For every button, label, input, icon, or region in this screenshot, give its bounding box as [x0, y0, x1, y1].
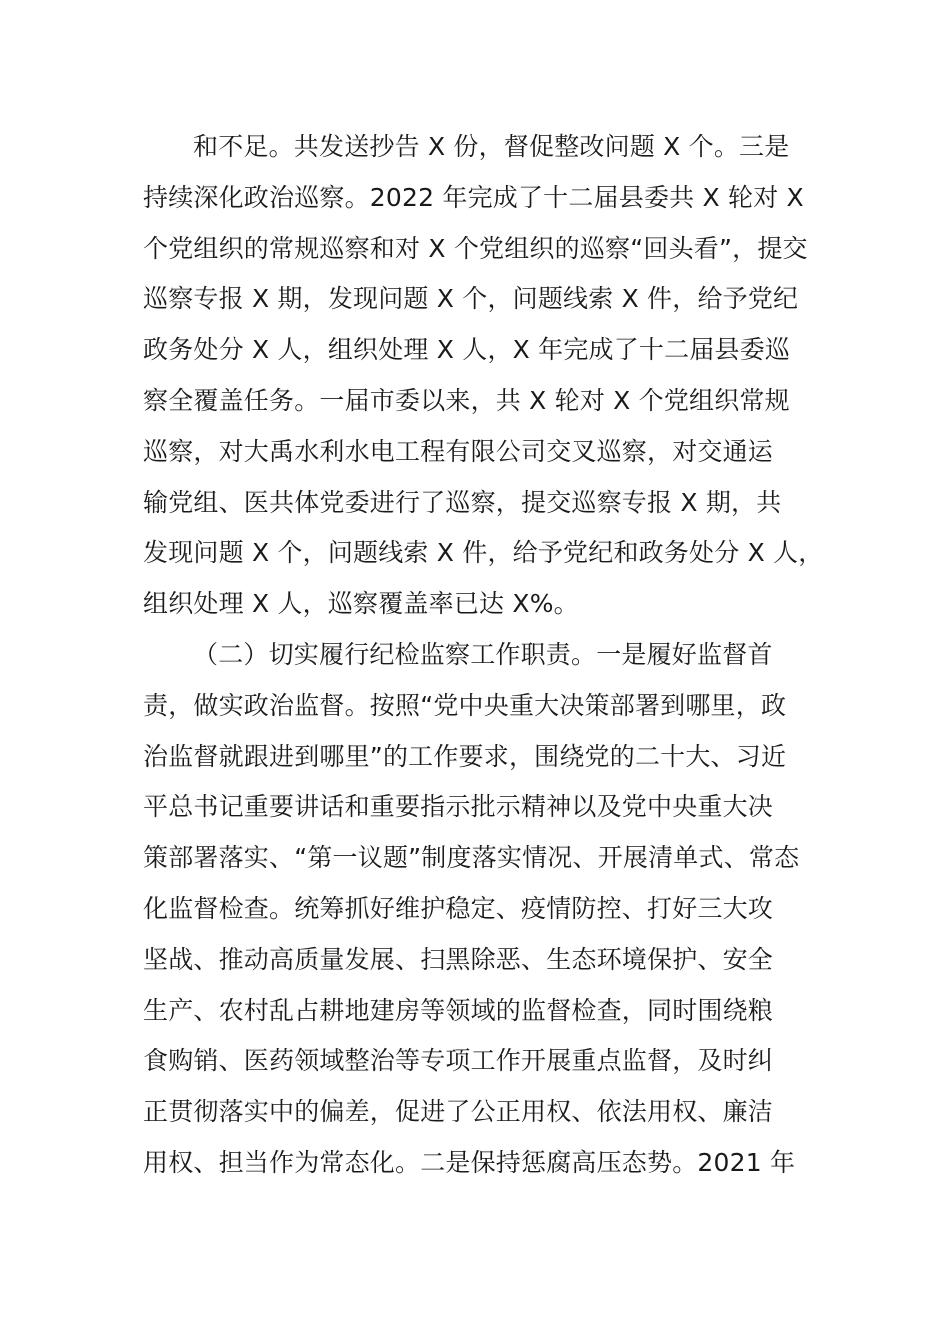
text-line: 巡察，对大禹水利水电工程有限公司交叉巡察，对交通运 [143, 436, 774, 466]
text-line: 生产、农村乱占耕地建房等领域的监督检查，同时围绕粮 [143, 995, 774, 1025]
text-line: 和不足。共发送抄告 X 份，督促整改问题 X 个。三是 [193, 132, 790, 161]
text-line: 持续深化政治巡察。2022 年完成了十二届县委共 X 轮对 X [143, 182, 804, 212]
text-line: 用权、担当作为常态化。二是保持惩腐高压态势。2021 年 [143, 1147, 796, 1177]
text-line: 平总书记重要讲话和重要指示批示精神以及党中央重大决 [143, 792, 774, 822]
text-line: 组织处理 X 人，巡察覆盖率已达 X%。 [143, 589, 579, 619]
text-line: 察全覆盖任务。一届市委以来，共 X 轮对 X 个党组织常规 [143, 385, 790, 415]
text-line: 食购销、医药领域整治等专项工作开展重点监督，及时纠 [143, 1046, 774, 1076]
text-line: 治监督就跟进到哪里”的工作要求，围绕党的二十大、习近 [143, 741, 787, 771]
text-line: 政务处分 X 人，组织处理 X 人，X 年完成了十二届县委巡 [143, 335, 791, 365]
text-line: 坚战、推动高质量发展、扫黑除恶、生态环境保护、安全 [143, 944, 774, 974]
text-line: 策部署落实、“第一议题”制度落实情况、开展清单式、常态 [143, 843, 800, 873]
text-line: 责，做实政治监督。按照“党中央重大决策部署到哪里，政 [143, 690, 787, 720]
text-line: 个党组织的常规巡察和对 X 个党组织的巡察“回头看”，提交 [143, 233, 808, 263]
section-heading-line: （二）切实履行纪检监察工作职责。一是履好监督首 [193, 639, 773, 669]
text-line: 正贯彻落实中的偏差，促进了公正用权、依法用权、廉洁 [143, 1097, 774, 1127]
text-line: 化监督检查。统筹抓好维护稳定、疫情防控、打好三大攻 [143, 893, 774, 923]
text-line: 发现问题 X 个，问题线索 X 件，给予党纪和政务处分 X 人， [143, 538, 824, 568]
body-text [143, 122, 843, 1189]
text-line: 巡察专报 X 期，发现问题 X 个，问题线索 X 件，给予党纪 [143, 284, 799, 314]
text-line: 输党组、医共体党委进行了巡察，提交巡察专报 X 期，共 [143, 487, 782, 517]
